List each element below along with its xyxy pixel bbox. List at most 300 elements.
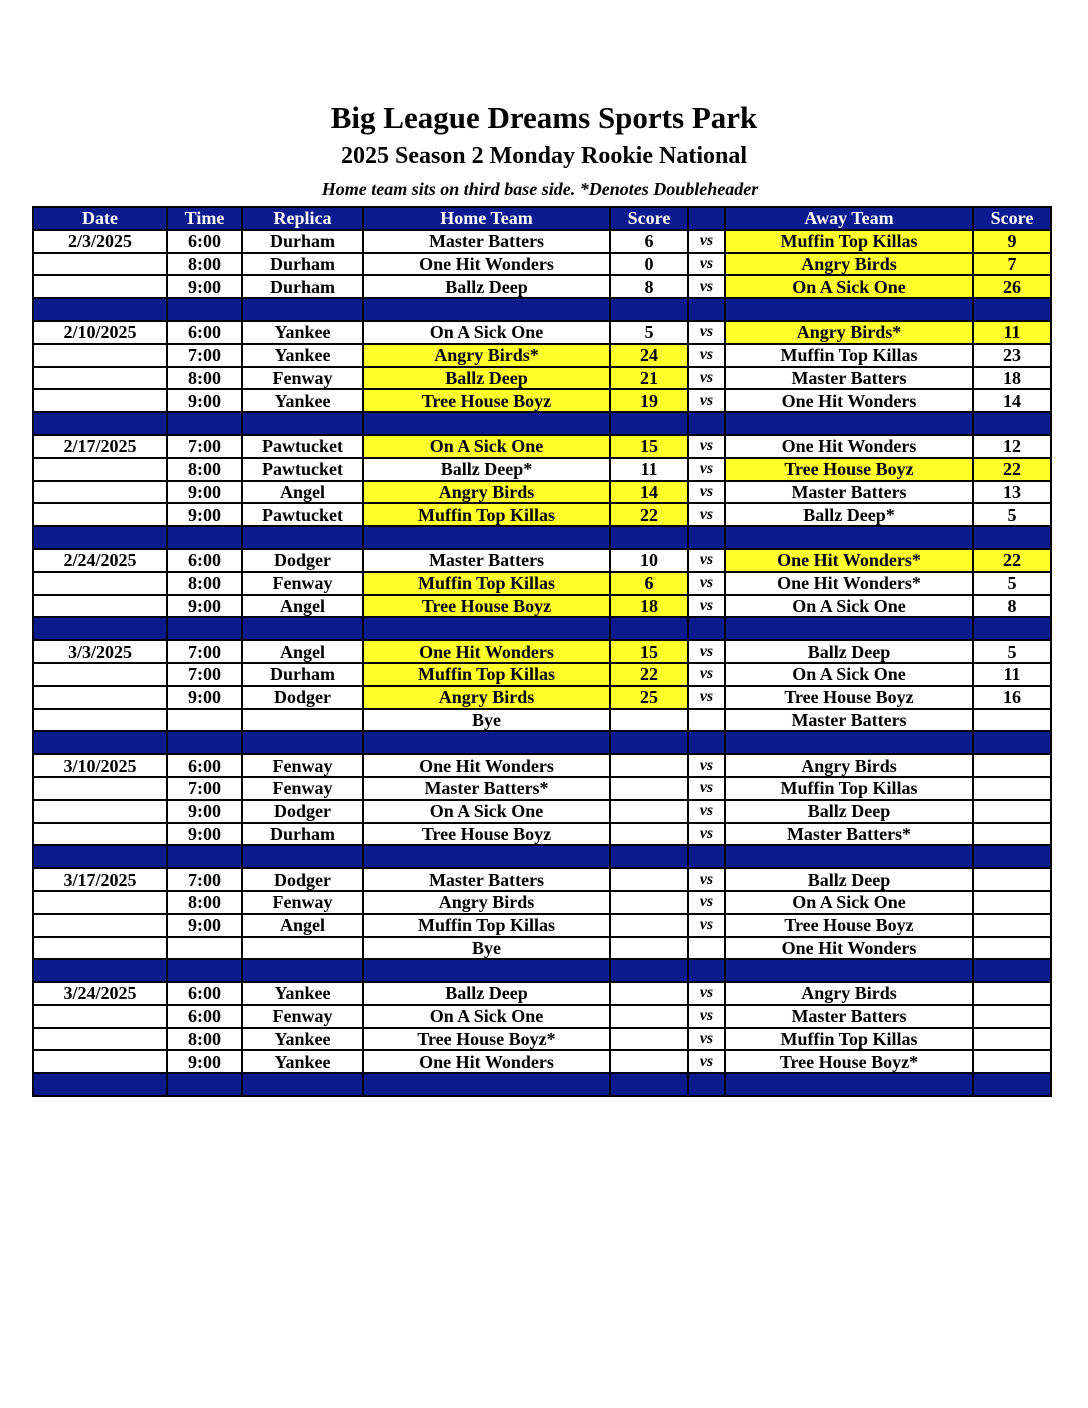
home-score: [610, 937, 688, 960]
separator-cell: [33, 412, 167, 435]
game-time: [167, 709, 242, 732]
separator-cell: [973, 298, 1051, 321]
home-score: 24: [610, 344, 688, 367]
table-row: [33, 367, 1051, 390]
home-team: Tree House Boyz*: [363, 1028, 610, 1051]
separator-cell: [973, 731, 1051, 754]
vs-label: vs: [688, 435, 725, 458]
table-row: [33, 686, 1051, 709]
home-team: Ballz Deep: [363, 367, 610, 390]
table-row: [33, 982, 1051, 1005]
away-team: Muffin Top Killas: [725, 777, 973, 800]
game-replica: Durham: [242, 663, 363, 686]
table-row: [33, 1005, 1051, 1028]
table-row: [33, 275, 1051, 298]
away-team: Ballz Deep: [725, 640, 973, 663]
away-score: [973, 800, 1051, 823]
table-row: [33, 321, 1051, 344]
away-team: On A Sick One: [725, 595, 973, 618]
game-time: 8:00: [167, 891, 242, 914]
separator-cell: [725, 959, 973, 982]
game-date: [33, 253, 167, 276]
week-separator: [33, 1073, 1051, 1096]
home-score: 5: [610, 321, 688, 344]
home-team: On A Sick One: [363, 321, 610, 344]
home-score: 19: [610, 389, 688, 412]
schedule-table: [32, 206, 1052, 1097]
away-team: Muffin Top Killas: [725, 230, 973, 253]
game-time: 6:00: [167, 230, 242, 253]
separator-cell: [973, 845, 1051, 868]
separator-cell: [688, 298, 725, 321]
game-replica: Fenway: [242, 891, 363, 914]
home-team: Ballz Deep: [363, 982, 610, 1005]
vs-label: vs: [688, 572, 725, 595]
separator-cell: [610, 412, 688, 435]
vs-label: vs: [688, 595, 725, 618]
vs-label: vs: [688, 777, 725, 800]
game-replica: Yankee: [242, 344, 363, 367]
separator-cell: [33, 731, 167, 754]
game-date: [33, 367, 167, 390]
separator-cell: [610, 617, 688, 640]
away-team: One Hit Wonders: [725, 435, 973, 458]
separator-cell: [725, 526, 973, 549]
week-separator: [33, 526, 1051, 549]
away-score: [973, 868, 1051, 891]
game-replica: Yankee: [242, 321, 363, 344]
week-separator: [33, 845, 1051, 868]
game-date: [33, 663, 167, 686]
home-team: Tree House Boyz: [363, 389, 610, 412]
home-team: Muffin Top Killas: [363, 503, 610, 526]
game-time: 9:00: [167, 800, 242, 823]
table-row: [33, 709, 1051, 732]
home-score: 8: [610, 275, 688, 298]
home-score: 15: [610, 640, 688, 663]
away-team: On A Sick One: [725, 891, 973, 914]
separator-cell: [242, 617, 363, 640]
game-date: [33, 1005, 167, 1028]
game-replica: Dodger: [242, 686, 363, 709]
game-replica: Pawtucket: [242, 503, 363, 526]
vs-label: vs: [688, 823, 725, 846]
separator-cell: [242, 298, 363, 321]
page-title: Big League Dreams Sports Park: [330, 100, 758, 135]
separator-cell: [242, 1073, 363, 1096]
week-separator: [33, 412, 1051, 435]
home-score: [610, 709, 688, 732]
away-team: Master Batters: [725, 709, 973, 732]
game-date: [33, 1028, 167, 1051]
away-team: Master Batters: [725, 1005, 973, 1028]
vs-label: vs: [688, 458, 725, 481]
vs-label: vs: [688, 982, 725, 1005]
home-team: Angry Birds*: [363, 344, 610, 367]
game-time: 9:00: [167, 275, 242, 298]
vs-label: vs: [688, 1028, 725, 1051]
home-team: On A Sick One: [363, 1005, 610, 1028]
home-score: 25: [610, 686, 688, 709]
away-score: 22: [973, 549, 1051, 572]
separator-cell: [33, 959, 167, 982]
home-team: Master Batters: [363, 549, 610, 572]
home-score: [610, 754, 688, 777]
separator-cell: [610, 1073, 688, 1096]
away-score: 5: [973, 640, 1051, 663]
away-score: [973, 937, 1051, 960]
separator-cell: [973, 617, 1051, 640]
game-date: [33, 891, 167, 914]
col-header-date: Date: [33, 207, 167, 230]
away-score: 11: [973, 321, 1051, 344]
separator-cell: [242, 526, 363, 549]
home-score: 18: [610, 595, 688, 618]
home-team: Master Batters: [363, 868, 610, 891]
away-team: Angry Birds: [725, 754, 973, 777]
separator-cell: [973, 412, 1051, 435]
separator-cell: [610, 959, 688, 982]
game-date: 2/10/2025: [33, 321, 167, 344]
game-date: 2/17/2025: [33, 435, 167, 458]
game-replica: Durham: [242, 275, 363, 298]
home-team: Ballz Deep*: [363, 458, 610, 481]
away-team: Tree House Boyz: [725, 458, 973, 481]
table-row: [33, 914, 1051, 937]
away-team: Tree House Boyz: [725, 686, 973, 709]
game-time: 9:00: [167, 503, 242, 526]
game-date: [33, 344, 167, 367]
game-date: [33, 275, 167, 298]
schedule-body: [33, 230, 1051, 1096]
vs-label: vs: [688, 253, 725, 276]
home-team: Bye: [363, 937, 610, 960]
table-row: [33, 253, 1051, 276]
home-team: One Hit Wonders: [363, 1050, 610, 1073]
home-score: [610, 868, 688, 891]
game-replica: Yankee: [242, 982, 363, 1005]
separator-cell: [167, 298, 242, 321]
away-score: 11: [973, 663, 1051, 686]
vs-label: vs: [688, 914, 725, 937]
separator-cell: [610, 845, 688, 868]
game-date: [33, 1050, 167, 1073]
away-score: 18: [973, 367, 1051, 390]
home-score: 22: [610, 503, 688, 526]
table-row: [33, 640, 1051, 663]
week-separator: [33, 959, 1051, 982]
home-score: [610, 1050, 688, 1073]
separator-cell: [242, 959, 363, 982]
vs-label: vs: [688, 1005, 725, 1028]
game-replica: Durham: [242, 253, 363, 276]
game-time: 6:00: [167, 321, 242, 344]
separator-cell: [33, 617, 167, 640]
vs-label: vs: [688, 367, 725, 390]
game-date: [33, 572, 167, 595]
separator-cell: [363, 1073, 610, 1096]
game-replica: Fenway: [242, 777, 363, 800]
week-separator: [33, 731, 1051, 754]
away-score: 9: [973, 230, 1051, 253]
col-header-away-team: Away Team: [725, 207, 973, 230]
separator-cell: [242, 845, 363, 868]
separator-cell: [363, 731, 610, 754]
vs-label: vs: [688, 344, 725, 367]
game-replica: Durham: [242, 823, 363, 846]
separator-cell: [33, 298, 167, 321]
table-row: [33, 800, 1051, 823]
game-time: 9:00: [167, 1050, 242, 1073]
home-score: [610, 800, 688, 823]
table-row: [33, 891, 1051, 914]
away-team: Ballz Deep: [725, 800, 973, 823]
game-date: 3/24/2025: [33, 982, 167, 1005]
vs-label: [688, 709, 725, 732]
away-team: Master Batters*: [725, 823, 973, 846]
home-team: Angry Birds: [363, 481, 610, 504]
separator-cell: [363, 298, 610, 321]
separator-cell: [973, 526, 1051, 549]
game-time: 6:00: [167, 1005, 242, 1028]
separator-cell: [688, 617, 725, 640]
away-score: 23: [973, 344, 1051, 367]
separator-cell: [725, 298, 973, 321]
separator-cell: [688, 845, 725, 868]
separator-cell: [688, 1073, 725, 1096]
away-score: [973, 777, 1051, 800]
separator-cell: [363, 412, 610, 435]
away-team: Ballz Deep: [725, 868, 973, 891]
table-row: [33, 937, 1051, 960]
page-subtitle: 2025 Season 2 Monday Rookie National: [340, 143, 748, 169]
separator-cell: [688, 526, 725, 549]
home-team: Angry Birds: [363, 891, 610, 914]
separator-cell: [363, 617, 610, 640]
home-team: On A Sick One: [363, 435, 610, 458]
away-score: 12: [973, 435, 1051, 458]
game-replica: [242, 937, 363, 960]
home-score: [610, 1005, 688, 1028]
game-time: 6:00: [167, 754, 242, 777]
vs-label: vs: [688, 549, 725, 572]
vs-label: vs: [688, 754, 725, 777]
table-row: [33, 868, 1051, 891]
vs-label: vs: [688, 481, 725, 504]
away-team: One Hit Wonders: [725, 389, 973, 412]
home-team: Bye: [363, 709, 610, 732]
home-score: 0: [610, 253, 688, 276]
home-team: Muffin Top Killas: [363, 572, 610, 595]
game-date: [33, 709, 167, 732]
separator-cell: [167, 526, 242, 549]
home-score: 14: [610, 481, 688, 504]
game-time: 7:00: [167, 868, 242, 891]
away-score: 13: [973, 481, 1051, 504]
home-team: One Hit Wonders: [363, 253, 610, 276]
game-replica: Angel: [242, 640, 363, 663]
table-row: [33, 1028, 1051, 1051]
away-team: One Hit Wonders*: [725, 549, 973, 572]
vs-label: vs: [688, 868, 725, 891]
away-score: [973, 754, 1051, 777]
away-score: 22: [973, 458, 1051, 481]
vs-label: vs: [688, 640, 725, 663]
table-row: [33, 1050, 1051, 1073]
game-replica: Fenway: [242, 572, 363, 595]
vs-label: vs: [688, 663, 725, 686]
col-header-home-score: Score: [610, 207, 688, 230]
home-score: [610, 823, 688, 846]
game-replica: Pawtucket: [242, 435, 363, 458]
game-replica: Fenway: [242, 367, 363, 390]
separator-cell: [725, 1073, 973, 1096]
separator-cell: [167, 731, 242, 754]
table-row: [33, 823, 1051, 846]
away-team: Angry Birds: [725, 253, 973, 276]
vs-label: vs: [688, 1050, 725, 1073]
away-score: 5: [973, 572, 1051, 595]
game-date: [33, 389, 167, 412]
game-date: [33, 481, 167, 504]
away-team: One Hit Wonders: [725, 937, 973, 960]
separator-cell: [33, 845, 167, 868]
separator-cell: [167, 959, 242, 982]
game-replica: Yankee: [242, 389, 363, 412]
vs-label: vs: [688, 686, 725, 709]
game-time: 7:00: [167, 663, 242, 686]
away-score: 14: [973, 389, 1051, 412]
separator-cell: [167, 845, 242, 868]
game-date: [33, 686, 167, 709]
table-row: [33, 549, 1051, 572]
game-time: 8:00: [167, 572, 242, 595]
game-replica: Fenway: [242, 1005, 363, 1028]
vs-label: vs: [688, 275, 725, 298]
game-replica: Pawtucket: [242, 458, 363, 481]
game-time: 9:00: [167, 595, 242, 618]
game-replica: Yankee: [242, 1050, 363, 1073]
game-date: [33, 823, 167, 846]
away-team: Master Batters: [725, 481, 973, 504]
separator-cell: [167, 1073, 242, 1096]
game-time: 9:00: [167, 686, 242, 709]
table-row: [33, 503, 1051, 526]
away-score: [973, 982, 1051, 1005]
away-team: Master Batters: [725, 367, 973, 390]
home-score: 22: [610, 663, 688, 686]
away-team: Angry Birds: [725, 982, 973, 1005]
table-row: [33, 595, 1051, 618]
game-date: 2/3/2025: [33, 230, 167, 253]
separator-cell: [610, 526, 688, 549]
vs-label: vs: [688, 321, 725, 344]
separator-cell: [725, 412, 973, 435]
game-replica: Dodger: [242, 800, 363, 823]
separator-cell: [688, 412, 725, 435]
game-time: 7:00: [167, 777, 242, 800]
game-time: 8:00: [167, 253, 242, 276]
home-team: Tree House Boyz: [363, 595, 610, 618]
home-team: On A Sick One: [363, 800, 610, 823]
home-team: Muffin Top Killas: [363, 914, 610, 937]
home-score: 15: [610, 435, 688, 458]
separator-cell: [973, 959, 1051, 982]
away-team: Angry Birds*: [725, 321, 973, 344]
table-row: [33, 389, 1051, 412]
table-row: [33, 344, 1051, 367]
away-score: 16: [973, 686, 1051, 709]
game-date: [33, 914, 167, 937]
away-score: [973, 914, 1051, 937]
away-team: Muffin Top Killas: [725, 1028, 973, 1051]
away-score: 8: [973, 595, 1051, 618]
game-date: [33, 777, 167, 800]
home-team: Master Batters: [363, 230, 610, 253]
game-replica: Durham: [242, 230, 363, 253]
separator-cell: [610, 731, 688, 754]
col-header-time: Time: [167, 207, 242, 230]
vs-label: vs: [688, 891, 725, 914]
game-replica: Fenway: [242, 754, 363, 777]
game-date: 3/17/2025: [33, 868, 167, 891]
home-team: One Hit Wonders: [363, 640, 610, 663]
home-score: [610, 982, 688, 1005]
away-score: [973, 891, 1051, 914]
game-date: [33, 458, 167, 481]
separator-cell: [688, 731, 725, 754]
separator-cell: [33, 526, 167, 549]
game-replica: Dodger: [242, 868, 363, 891]
game-time: 8:00: [167, 458, 242, 481]
table-row: [33, 230, 1051, 253]
away-score: [973, 1005, 1051, 1028]
home-team: Muffin Top Killas: [363, 663, 610, 686]
game-replica: Angel: [242, 914, 363, 937]
table-row: [33, 572, 1051, 595]
away-score: 7: [973, 253, 1051, 276]
away-score: [973, 709, 1051, 732]
game-time: 9:00: [167, 389, 242, 412]
home-team: Master Batters*: [363, 777, 610, 800]
schedule-note: Home team sits on third base side. *Denotes Doubleheader: [321, 179, 759, 199]
separator-cell: [242, 412, 363, 435]
home-score: [610, 914, 688, 937]
game-time: 7:00: [167, 435, 242, 458]
separator-cell: [973, 1073, 1051, 1096]
game-date: [33, 937, 167, 960]
game-time: 6:00: [167, 982, 242, 1005]
away-score: [973, 823, 1051, 846]
game-replica: Angel: [242, 481, 363, 504]
col-header-replica: Replica: [242, 207, 363, 230]
vs-label: vs: [688, 503, 725, 526]
away-score: [973, 1028, 1051, 1051]
game-date: 3/3/2025: [33, 640, 167, 663]
vs-label: vs: [688, 389, 725, 412]
away-score: 5: [973, 503, 1051, 526]
away-team: On A Sick One: [725, 663, 973, 686]
game-time: 6:00: [167, 549, 242, 572]
game-replica: [242, 709, 363, 732]
away-score: [973, 1050, 1051, 1073]
table-row: [33, 481, 1051, 504]
week-separator: [33, 298, 1051, 321]
away-team: Ballz Deep*: [725, 503, 973, 526]
away-team: One Hit Wonders*: [725, 572, 973, 595]
col-header-vs: [688, 207, 725, 230]
away-score: 26: [973, 275, 1051, 298]
